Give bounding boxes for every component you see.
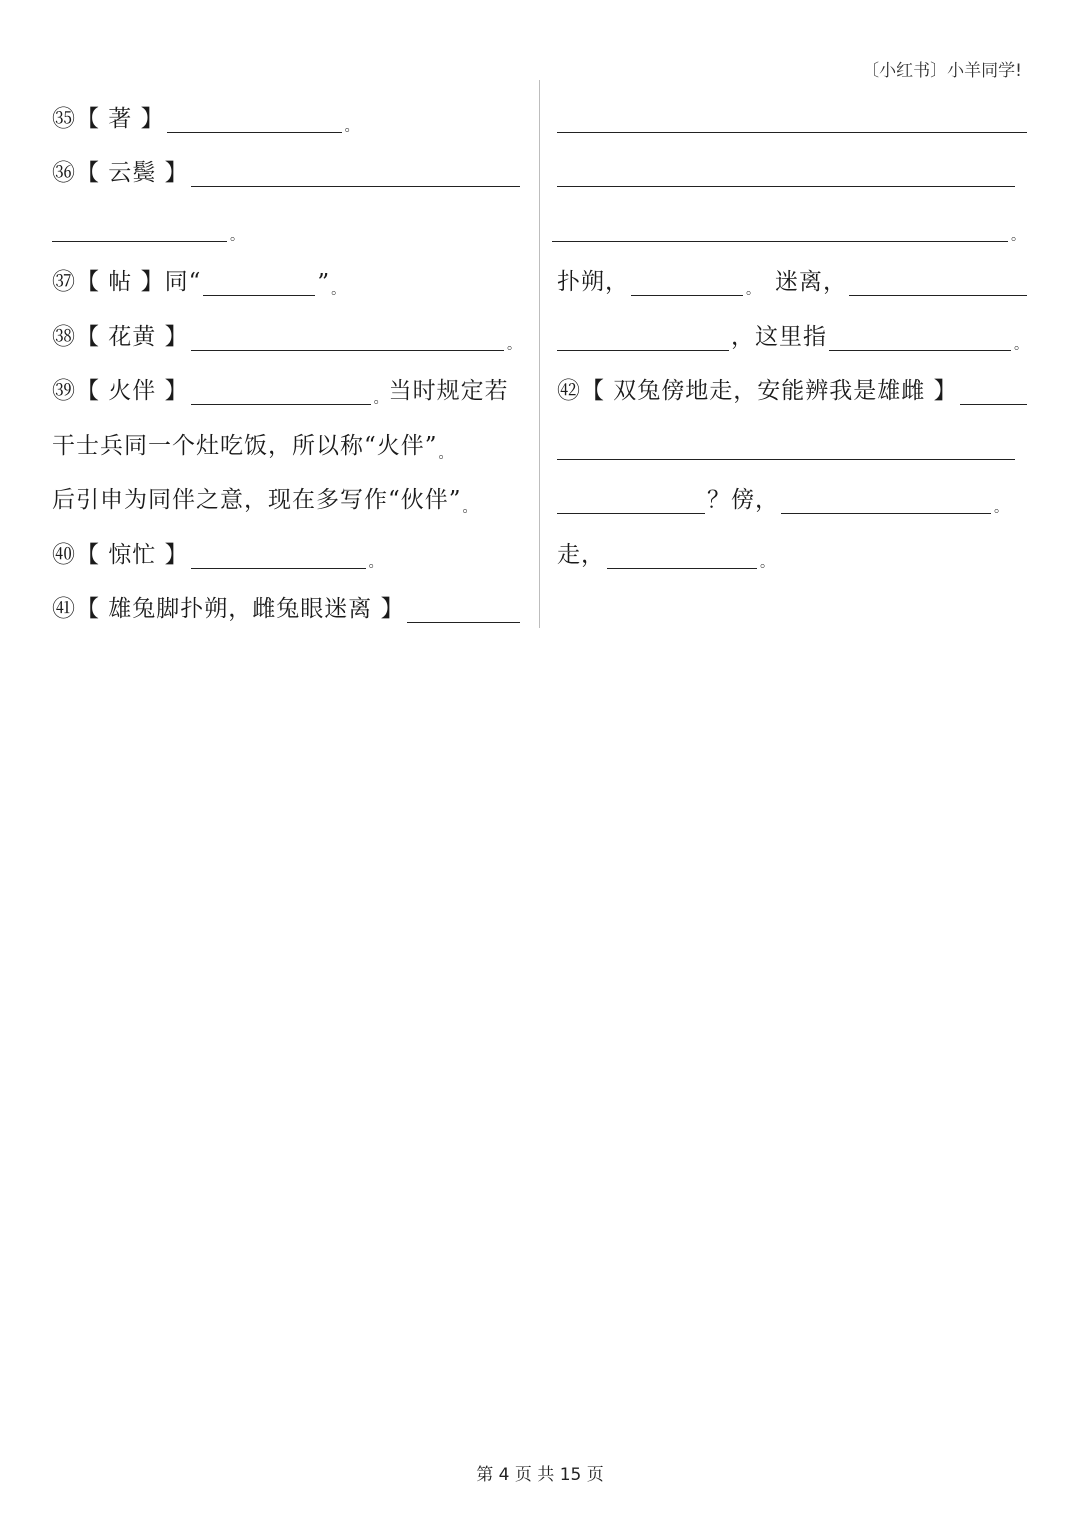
period: 。: [1014, 336, 1029, 353]
item-41-cont-3: [552, 199, 1029, 254]
item-41: [52, 581, 522, 636]
answer-blank[interactable]: [52, 217, 227, 242]
word: 走，: [557, 541, 605, 568]
term: 【 著 】: [76, 105, 165, 132]
left-column: [52, 90, 522, 635]
item-38: [52, 308, 522, 363]
answer-blank[interactable]: [960, 380, 1027, 405]
period: 。: [438, 445, 454, 462]
answer-blank[interactable]: [607, 544, 757, 569]
item-42-cont: [557, 417, 1029, 472]
answer-blank[interactable]: [407, 598, 520, 623]
term: 【 雄兔脚扑朔，雌兔眼迷离 】: [76, 596, 405, 622]
item-number: ㊳: [52, 323, 76, 350]
item-41-pushuo: [557, 254, 1029, 309]
item-number: ㊶: [52, 596, 76, 622]
item-36: [52, 145, 522, 200]
answer-blank[interactable]: [191, 326, 504, 351]
term: 【 惊忙 】: [76, 541, 189, 568]
item-42: [557, 363, 1029, 418]
column-divider: [539, 80, 540, 628]
word: ？傍，: [707, 487, 779, 513]
answer-blank[interactable]: [557, 162, 1015, 187]
answer-blank[interactable]: [191, 380, 371, 405]
answer-blank[interactable]: [557, 489, 705, 514]
term: 【 双兔傍地走，安能辨我是雄雌 】: [581, 378, 958, 404]
answer-blank[interactable]: [557, 108, 1027, 133]
item-42-bang: [557, 472, 1029, 527]
item-36-cont: [52, 199, 522, 254]
answer-blank[interactable]: [167, 108, 342, 133]
item-41-cont-1: [557, 90, 1029, 145]
term: 【 帖 】同“: [76, 269, 202, 295]
period: 。: [373, 391, 389, 407]
page-number: 第 4 页 共 15 页: [476, 1465, 604, 1485]
item-41-meaning: [557, 308, 1029, 363]
answer-blank[interactable]: [552, 217, 1008, 242]
right-column: [557, 90, 1029, 581]
answer-blank[interactable]: [191, 544, 366, 569]
item-39-line2: [52, 417, 522, 472]
item-39: [52, 363, 522, 418]
item-number: ㊲: [52, 269, 76, 295]
item-number: ㉟: [52, 105, 76, 132]
explanation: 当时规定若: [388, 378, 509, 404]
item-number: ㊴: [52, 378, 76, 404]
period: 。: [230, 227, 245, 244]
word: ，这里指: [731, 323, 827, 350]
item-number: ㊷: [557, 378, 581, 404]
period: 。: [331, 282, 347, 298]
item-39-line3: [52, 472, 522, 527]
explanation: 干士兵同一个灶吃饭，所以称“火伴”: [52, 432, 438, 459]
period: 。: [1011, 227, 1026, 244]
answer-blank[interactable]: [191, 162, 520, 187]
word: 迷离，: [775, 269, 847, 295]
answer-blank[interactable]: [849, 271, 1027, 296]
header-source-tag: 〔小红书〕小羊同学!: [862, 61, 1022, 81]
period: 。: [760, 554, 775, 571]
answer-blank[interactable]: [829, 326, 1011, 351]
answer-blank[interactable]: [557, 326, 729, 351]
answer-blank[interactable]: [631, 271, 743, 296]
item-35: [52, 90, 522, 145]
word: 扑朔，: [557, 269, 629, 295]
period: 。: [507, 336, 522, 353]
term: 【 火伴 】: [76, 378, 189, 404]
period: 。: [344, 118, 360, 135]
answer-blank[interactable]: [557, 435, 1015, 460]
answer-blank[interactable]: [781, 489, 991, 514]
item-40: [52, 526, 522, 581]
item-number: ㊱: [52, 160, 76, 186]
close-quote: ”: [317, 270, 331, 296]
item-42-zou: [557, 526, 1029, 581]
term: 【 云鬓 】: [76, 160, 189, 186]
term: 【 花黄 】: [76, 323, 189, 350]
period: 。: [994, 500, 1009, 516]
item-number: ㊵: [52, 541, 76, 568]
item-37: [52, 254, 522, 309]
answer-blank[interactable]: [203, 271, 315, 296]
item-41-cont-2: [557, 145, 1029, 200]
explanation: 后引申为同伴之意，现在多写作“伙伴”: [52, 487, 462, 513]
period: 。: [368, 554, 384, 571]
period: 。: [462, 500, 478, 516]
period: 。: [746, 282, 761, 298]
